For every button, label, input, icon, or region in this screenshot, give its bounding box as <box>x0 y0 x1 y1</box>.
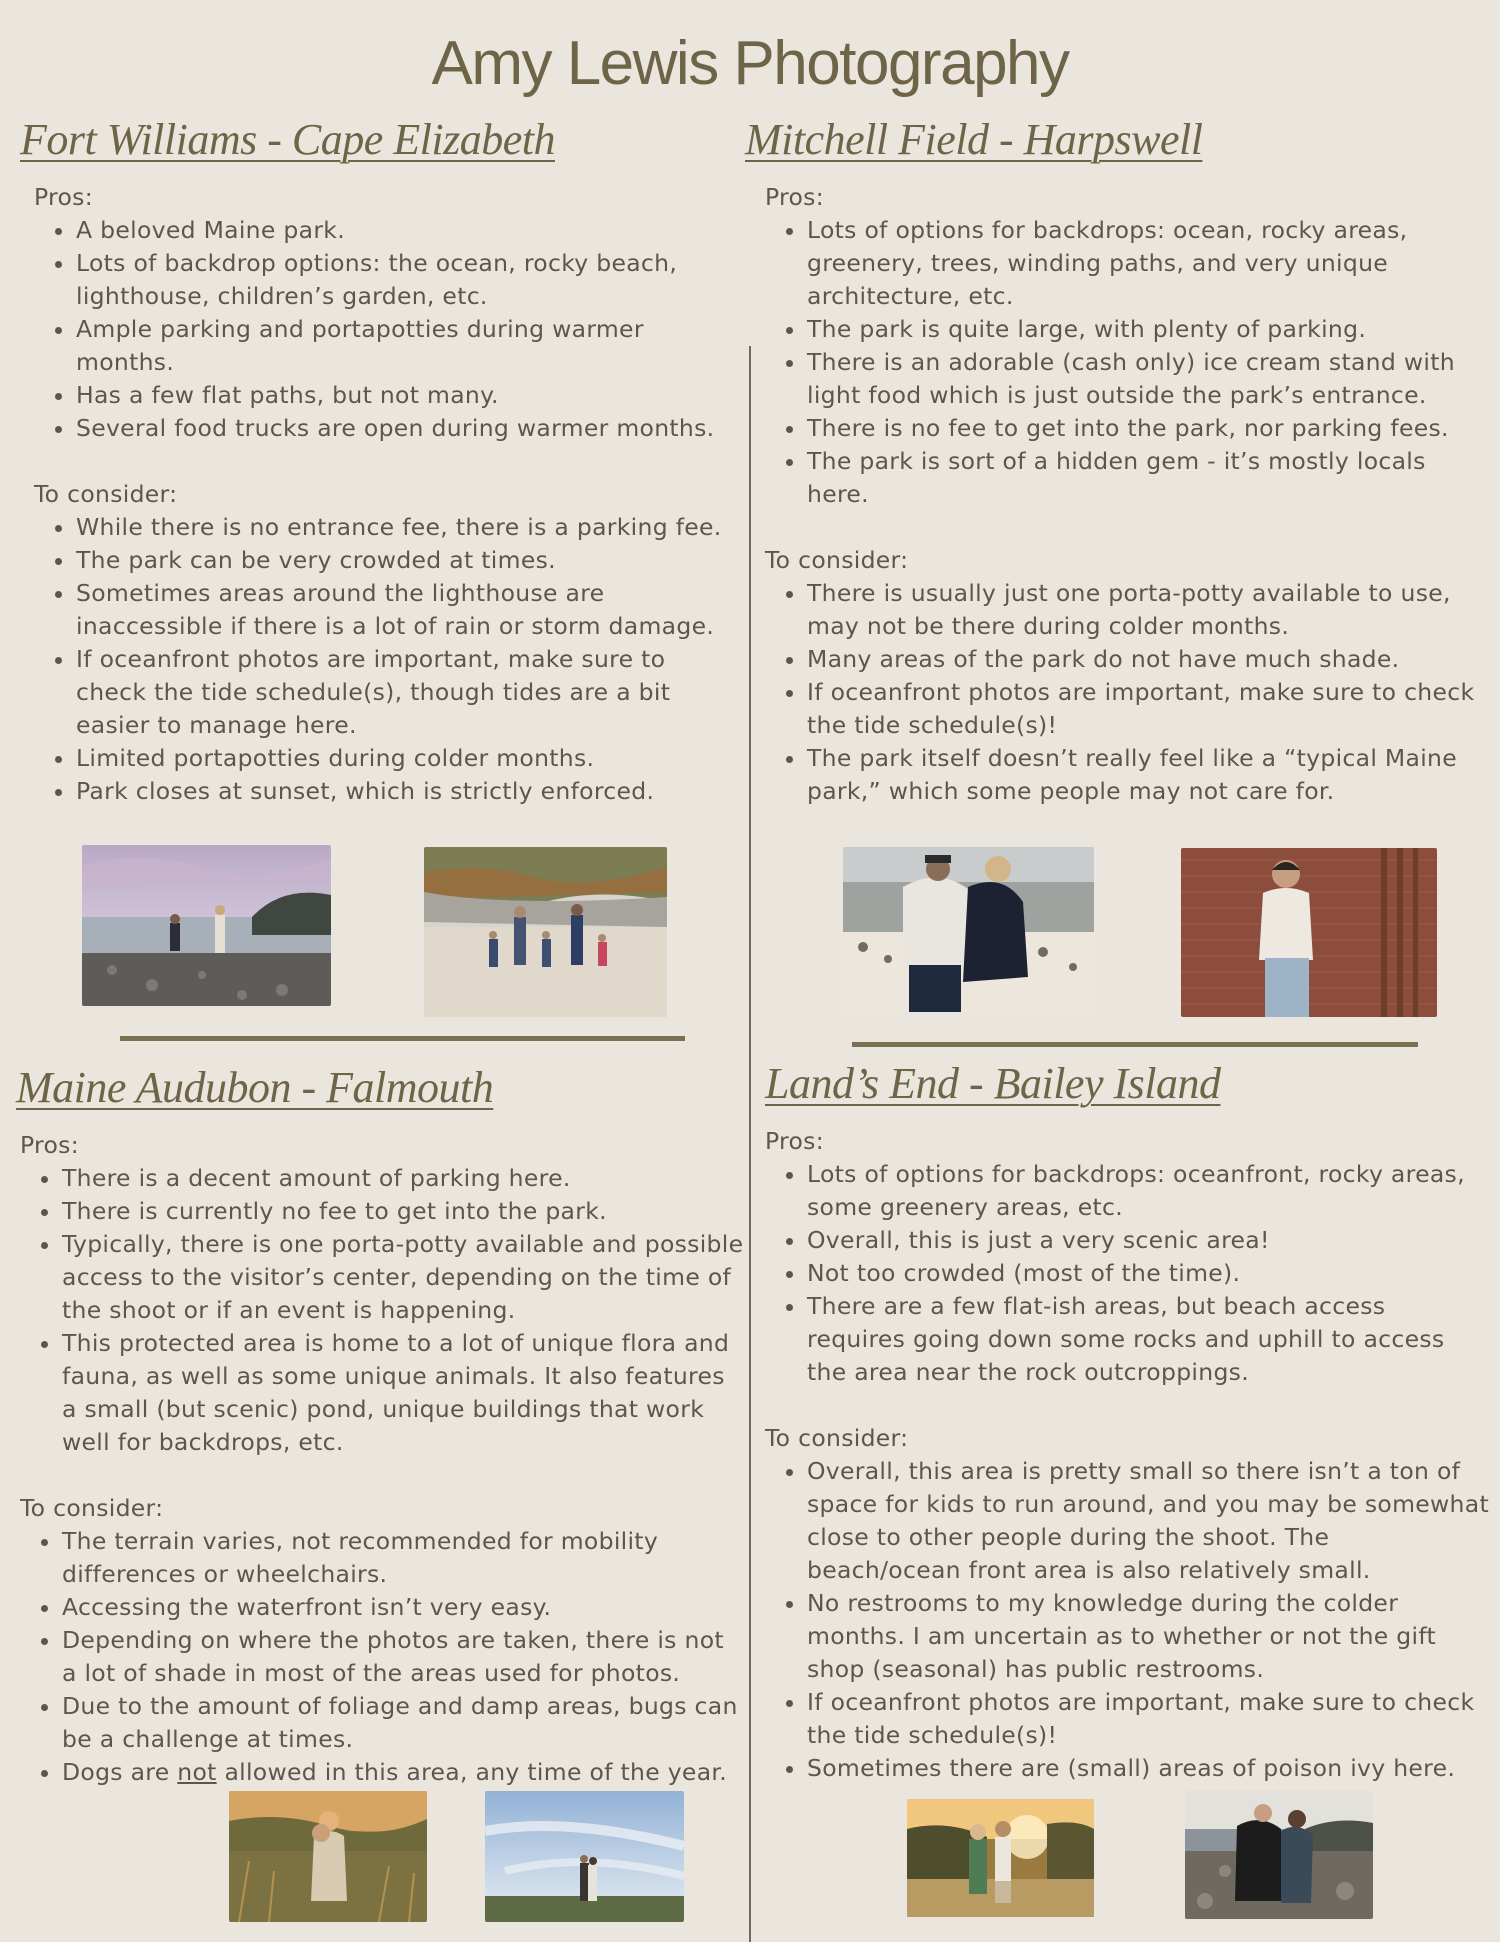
section-mitchell-field <box>745 114 1485 808</box>
dogs-text-after: allowed in this area, any time of the year. <box>216 1758 727 1786</box>
list-item: • Not too crowded (most of the time). <box>807 1257 1490 1290</box>
section-title: Land’s End - Bailey Island <box>765 1059 1221 1108</box>
list-item: • Lots of backdrop options: the ocean, rocky beach, lighthouse, children’s garden, etc. <box>76 247 740 313</box>
pros-label: Pros: <box>20 1131 79 1159</box>
list-item: • Sometimes areas around the lighthouse are inaccessible if there is a lot of rain or storm damage. <box>76 577 740 643</box>
list-item: • There is usually just one porta-potty available to use, may not be there during colder months. <box>807 577 1485 643</box>
list-item: • The park is quite large, with plenty of parking. <box>807 313 1485 346</box>
consider-label: To consider: <box>20 1494 164 1522</box>
section-fort-williams <box>20 114 740 808</box>
list-item: • The park is sort of a hidden gem - it’s mostly locals here. <box>807 445 1485 511</box>
list-item: • Typically, there is one porta-potty available and possible access to the visitor’s center, depending on the time of the shoot or if an event is happening. <box>62 1228 744 1327</box>
photo-piggyback-field <box>229 1791 427 1922</box>
section-divider-right <box>852 1042 1418 1047</box>
pros-list <box>765 1158 1490 1389</box>
list-item: • The terrain varies, not recommended for mobility differences or wheelchairs. <box>62 1525 744 1591</box>
pros-label: Pros: <box>765 1127 824 1155</box>
section-maine-audubon <box>16 1062 744 1789</box>
list-item: • Limited portapotties during colder months. <box>76 742 740 775</box>
consider-list <box>765 577 1485 808</box>
page-title: Amy Lewis Photography <box>431 29 1069 98</box>
list-item: • Lots of options for backdrops: oceanfront, rocky areas, some greenery areas, etc. <box>807 1158 1490 1224</box>
list-item: • Overall, this area is pretty small so there isn’t a ton of space for kids to run around, and you may be somewhat close to other people during the shoot. The beach/ocean front area is also relatively small. <box>807 1455 1490 1587</box>
consider-label: To consider: <box>765 546 909 574</box>
list-item: • Accessing the waterfront isn’t very easy. <box>62 1591 744 1624</box>
list-item: • There is a decent amount of parking here. <box>62 1162 744 1195</box>
section-title: Maine Audubon - Falmouth <box>16 1063 494 1112</box>
consider-list <box>765 1455 1490 1785</box>
consider-list <box>20 1525 744 1789</box>
section-divider-left <box>120 1036 685 1041</box>
consider-label: To consider: <box>765 1424 909 1452</box>
list-item: • Has a few flat paths, but not many. <box>76 379 740 412</box>
list-item: • The park can be very crowded at times. <box>76 544 740 577</box>
pros-label: Pros: <box>765 183 824 211</box>
list-item: • Depending on where the photos are taken, there is not a lot of shade in most of the areas used for photos. <box>62 1624 744 1690</box>
list-item: • There is currently no fee to get into the park. <box>62 1195 744 1228</box>
section-title: Mitchell Field - Harpswell <box>745 115 1203 164</box>
list-item: • Overall, this is just a very scenic area! <box>807 1224 1490 1257</box>
list-item: • Ample parking and portapotties during warmer months. <box>76 313 740 379</box>
list-item: • Park closes at sunset, which is strictly enforced. <box>76 775 740 808</box>
section-title: Fort Williams - Cape Elizabeth <box>20 115 555 164</box>
list-item: • No restrooms to my knowledge during the colder months. I am uncertain as to whether or not the gift shop (seasonal) has public restrooms. <box>807 1587 1490 1686</box>
list-item: • Lots of options for backdrops: ocean, rocky areas, greenery, trees, winding paths, and very unique architecture, etc. <box>807 214 1485 313</box>
section-lands-end <box>765 1058 1490 1785</box>
dogs-text-emphasis: not <box>177 1758 217 1786</box>
pros-list <box>34 214 740 445</box>
list-item <box>62 1756 744 1789</box>
list-item: • This protected area is home to a lot of unique flora and fauna, as well as some unique animals. It also features a small (but scenic) pond, unique buildings that work well for backdrops, etc. <box>62 1327 744 1459</box>
dogs-text-before: Dogs are <box>62 1758 178 1786</box>
list-item: • While there is no entrance fee, there is a parking fee. <box>76 511 740 544</box>
list-item: • A beloved Maine park. <box>76 214 740 247</box>
list-item: • If oceanfront photos are important, make sure to check the tide schedule(s)! <box>807 676 1485 742</box>
list-item: • If oceanfront photos are important, make sure to check the tide schedule(s), though tides are a bit easier to manage here. <box>76 643 740 742</box>
list-item: • There are a few flat-ish areas, but beach access requires going down some rocks and uphill to access the area near the rock outcroppings. <box>807 1290 1490 1389</box>
list-item: • Sometimes there are (small) areas of poison ivy here. <box>807 1752 1490 1785</box>
photo-couple-sunset-path <box>907 1799 1094 1917</box>
photo-teen-brick-wall <box>1181 848 1437 1017</box>
list-item: • Many areas of the park do not have much shade. <box>807 643 1485 676</box>
photo-couple-hug-rocks <box>1185 1791 1373 1919</box>
photo-proposal-beach <box>82 845 331 1006</box>
photo-couple-open-sky <box>485 1791 684 1922</box>
list-item: • The park itself doesn’t really feel like a “typical Maine park,” which some people may not care for. <box>807 742 1485 808</box>
list-item: • Several food trucks are open during warmer months. <box>76 412 740 445</box>
list-item: • There is no fee to get into the park, nor parking fees. <box>807 412 1485 445</box>
list-item: • If oceanfront photos are important, make sure to check the tide schedule(s)! <box>807 1686 1490 1752</box>
consider-label: To consider: <box>34 480 178 508</box>
photo-family-beach-walk <box>424 847 667 1017</box>
photo-couple-champagne <box>843 847 1094 1012</box>
list-item: • There is an adorable (cash only) ice cream stand with light food which is just outside the park’s entrance. <box>807 346 1485 412</box>
consider-list <box>34 511 740 808</box>
pros-list <box>765 214 1485 511</box>
pros-list <box>20 1162 744 1459</box>
pros-label: Pros: <box>34 183 93 211</box>
list-item: • Due to the amount of foliage and damp areas, bugs can be a challenge at times. <box>62 1690 744 1756</box>
